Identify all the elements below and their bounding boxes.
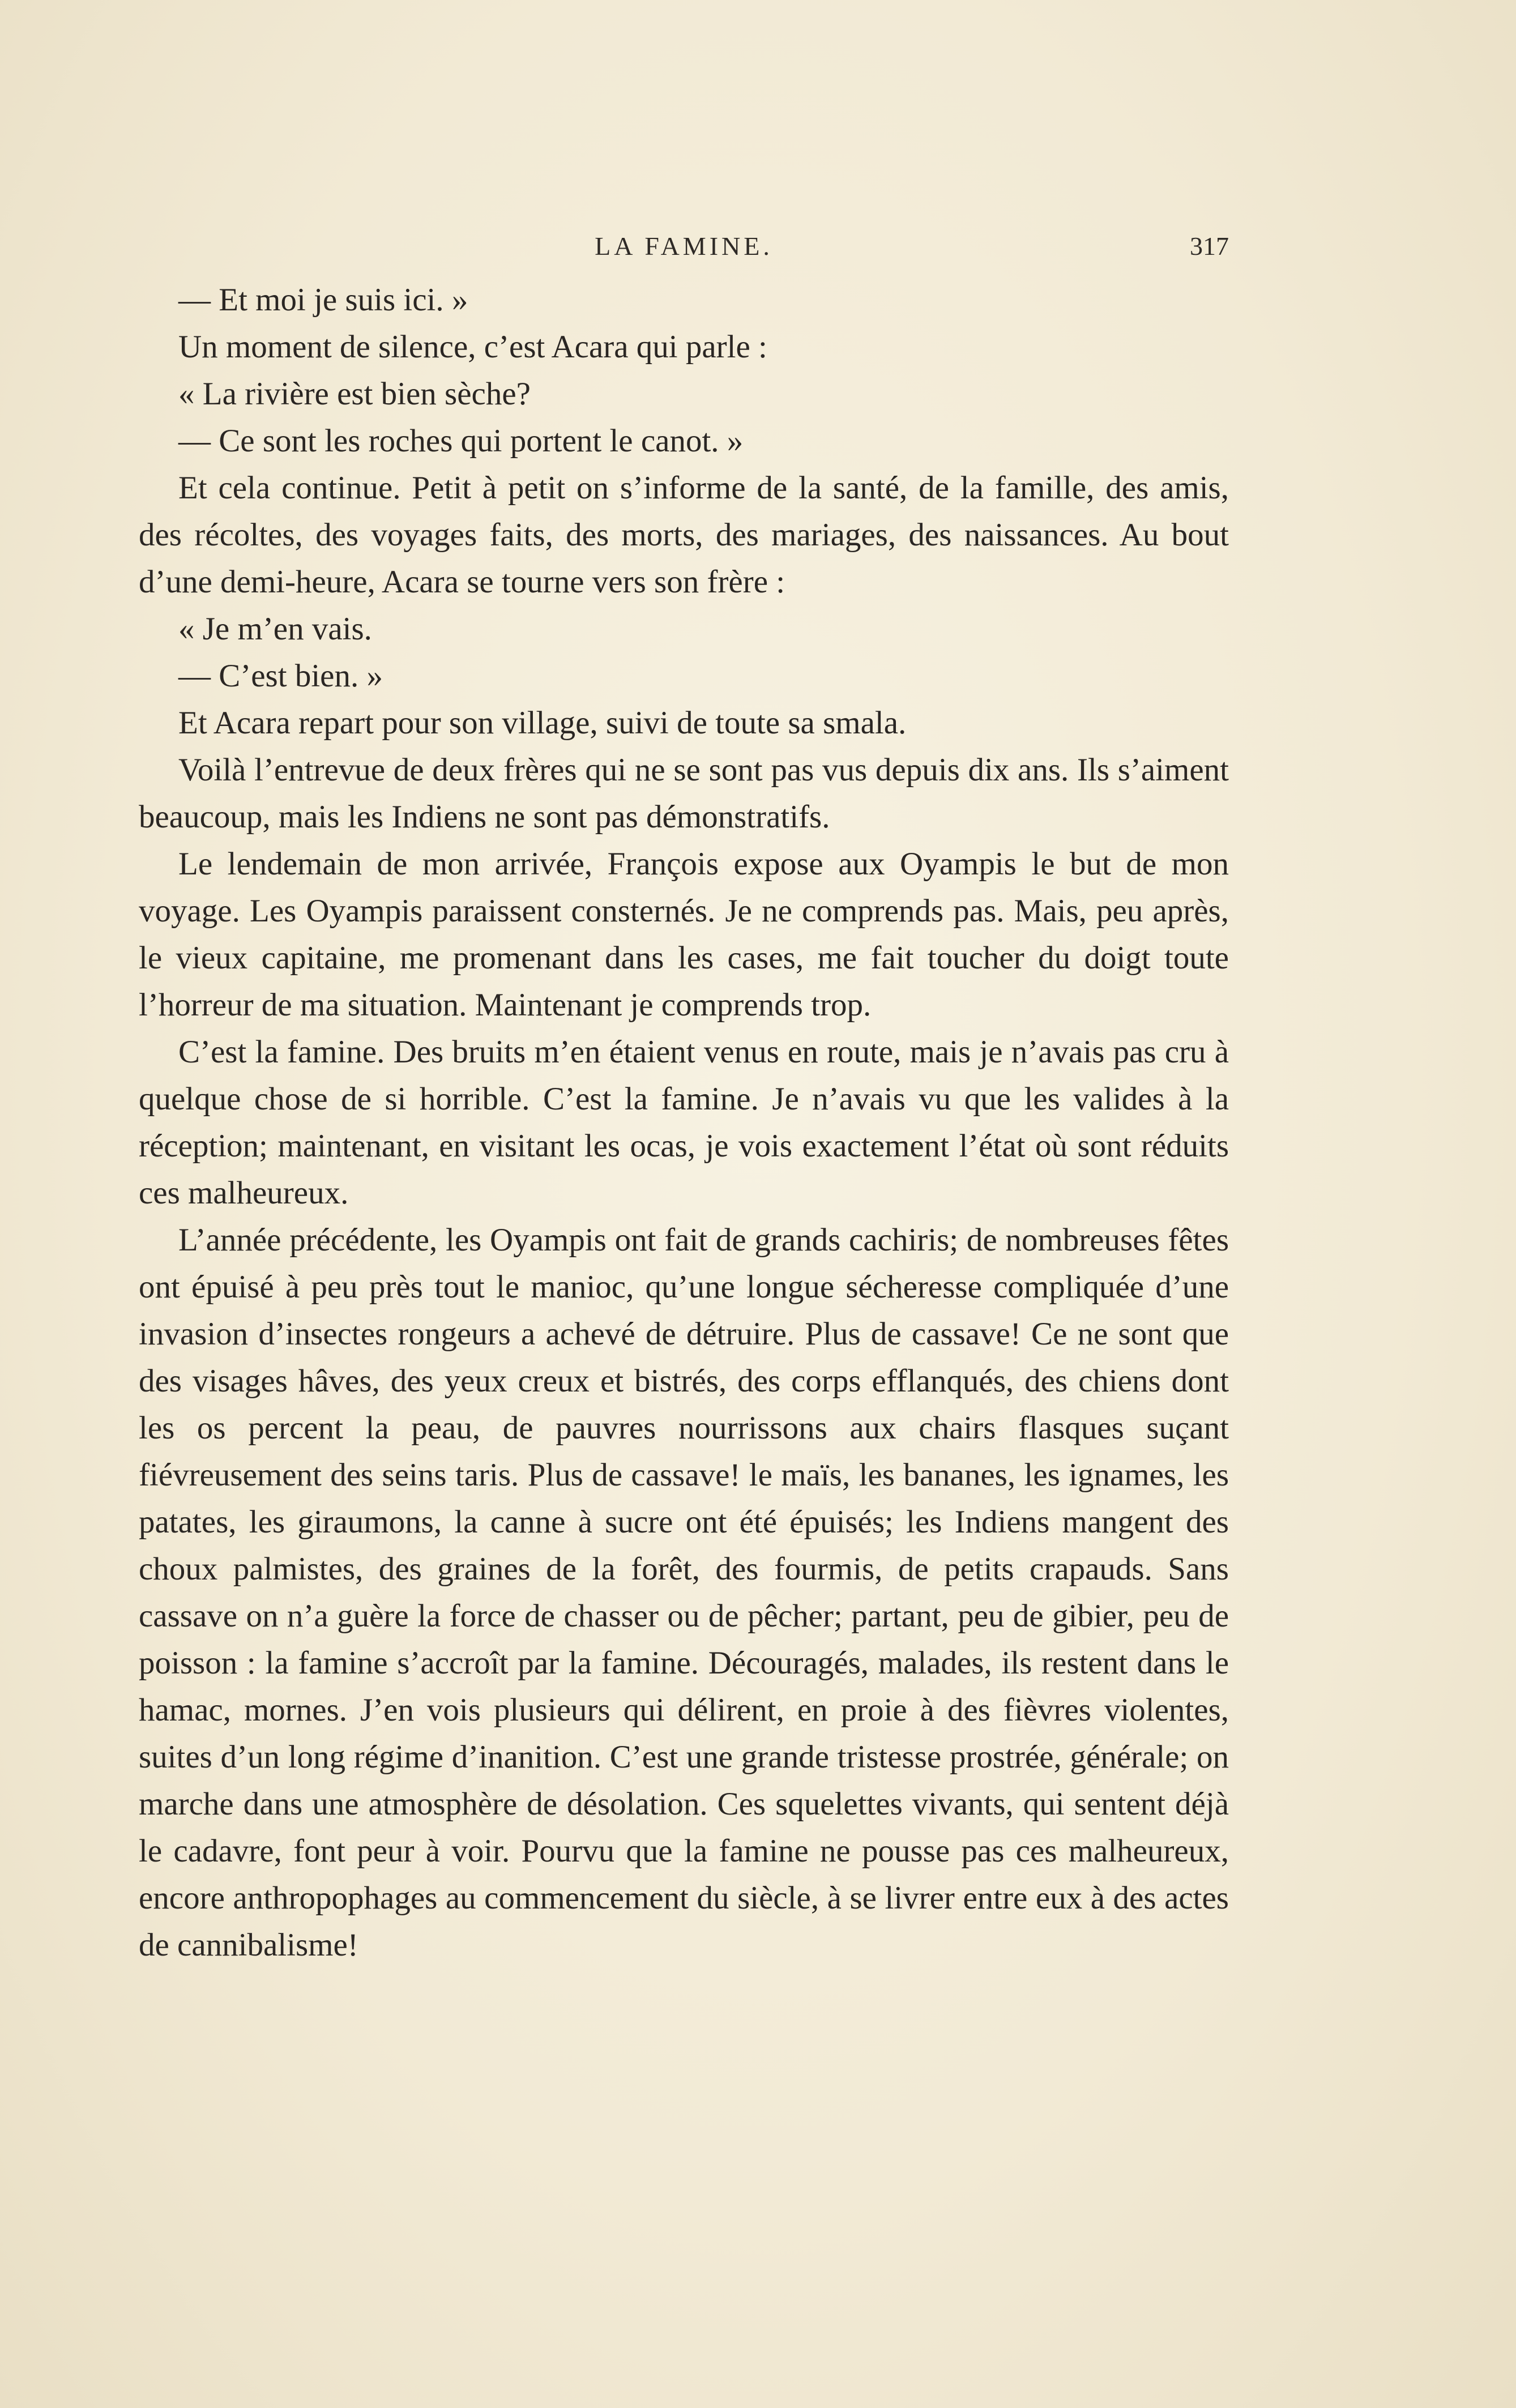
running-title: LA FAMINE.	[595, 232, 773, 261]
paragraph: Et cela continue. Petit à petit on s’informe de la santé, de la famille, des amis, des récoltes, des voyages faits, des morts, des mariages, des naissances. Au bout d’une demi-heure, Acara se tourne vers son frère :	[139, 470, 1229, 600]
paragraph: Le lendemain de mon arrivée, François expose aux Oyampis le but de mon voyage. Les Oyampis paraissent consternés. Je ne comprends pas. Mais, peu après, le vieux capitaine, me promenant dans les cases, me fait toucher du doigt toute l’horreur de ma situation. Maintenant je comprends trop.	[139, 846, 1229, 1023]
page-number: 317	[1190, 232, 1229, 261]
paragraph: « La rivière est bien sèche?	[178, 376, 531, 412]
paragraph: — Ce sont les roches qui portent le canot. »	[178, 423, 744, 459]
paragraph: Voilà l’entrevue de deux frères qui ne se sont pas vus depuis dix ans. Ils s’aiment beaucoup, mais les Indiens ne sont pas démonstratifs.	[139, 752, 1229, 835]
paragraph: Et Acara repart pour son village, suivi de toute sa smala.	[178, 705, 907, 741]
paragraph: — Et moi je suis ici. »	[178, 282, 468, 318]
paragraph: — C’est bien. »	[178, 658, 383, 694]
book-page	[139, 227, 1229, 1969]
paragraph: « Je m’en vais.	[178, 611, 372, 647]
paragraph: C’est la famine. Des bruits m’en étaient venus en route, mais je n’avais pas cru à quelque chose de si horrible. C’est la famine. Je n’avais vu que les valides à la réception; maintenant, en visitant les ocas, je vois exactement l’état où sont réduits ces malheureux.	[139, 1034, 1229, 1211]
paragraph: Un moment de silence, c’est Acara qui parle :	[178, 329, 767, 365]
body-text	[139, 276, 1229, 1969]
running-head	[139, 227, 1229, 266]
paragraph: L’année précédente, les Oyampis ont fait de grands cachiris; de nombreuses fêtes ont épuisé à peu près tout le manioc, qu’une longue sécheresse compliquée d’une invasion d’insectes rongeurs a achevé de détruire. Plus de cassave! Ce ne sont que des visages hâves, des yeux creux et bistrés, des corps efflanqués, des chiens dont les os percent la peau, de pauvres nourrissons aux chairs flasques suçant fiévreusement des seins taris. Plus de cassave! le maïs, les bananes, les ignames, les patates, les giraumons, la canne à sucre ont été épuisés; les Indiens mangent des choux palmistes, des graines de la forêt, des fourmis, de petits crapauds. Sans cassave on n’a guère la force de chasser ou de pêcher; partant, peu de gibier, peu de poisson : la famine s’accroît par la famine. Découragés, malades, ils restent dans le hamac, mornes. J’en vois plusieurs qui délirent, en proie à des fièvres violentes, suites d’un long régime d’inanition. C’est une grande tristesse prostrée, générale; on marche dans une atmosphère de désolation. Ces squelettes vivants, qui sentent déjà le cadavre, font peur à voir. Pourvu que la famine ne pousse pas ces malheureux, encore anthropophages au commencement du siècle, à se livrer entre eux à des actes de cannibalisme!	[139, 1222, 1229, 1963]
